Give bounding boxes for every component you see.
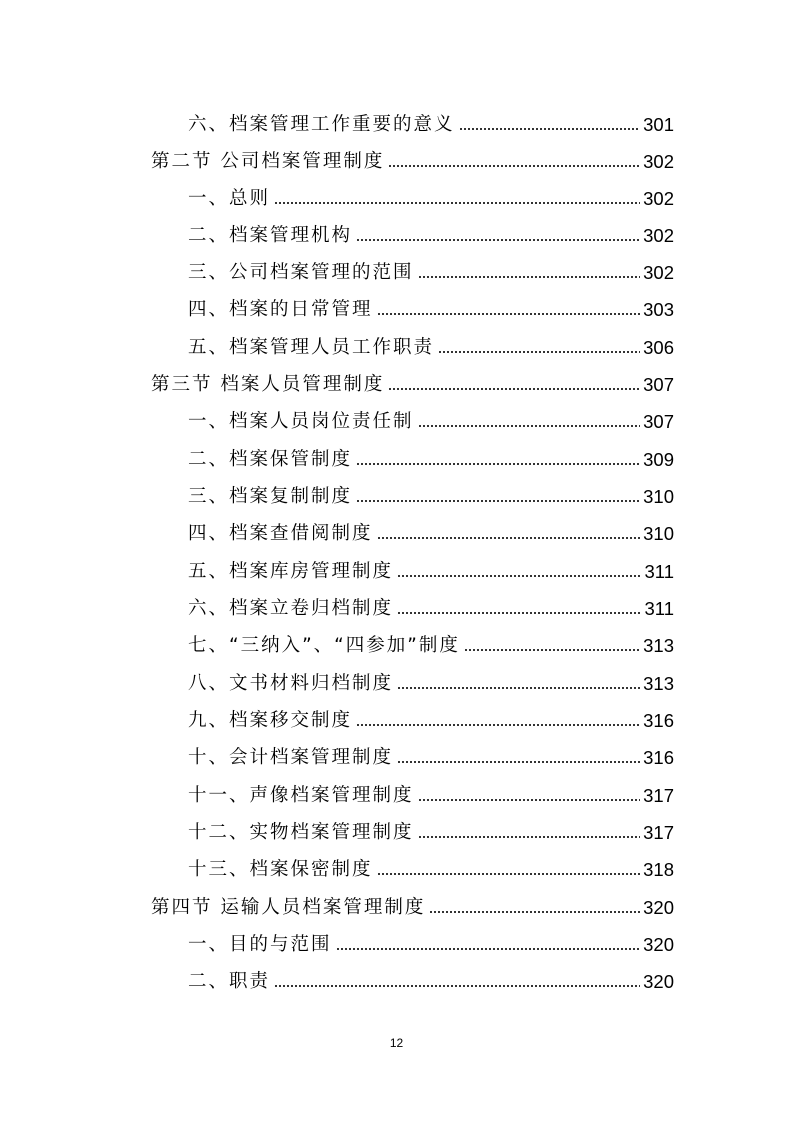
toc-entry-title: 第三节 档案人员管理制度	[151, 374, 385, 395]
toc-entry-title: 一、档案人员岗位责任制	[188, 411, 414, 432]
toc-entry-title: 六、档案立卷归档制度	[188, 598, 394, 619]
toc-entry-title: 四、档案查借阅制度	[188, 523, 373, 544]
toc-entry-page: 317	[643, 785, 674, 806]
toc-entry-page: 302	[643, 262, 674, 283]
toc-entry-page: 303	[643, 299, 674, 320]
toc-dot-leader	[397, 611, 641, 615]
toc-entry	[188, 180, 674, 210]
toc-entry-title: 三、公司档案管理的范围	[188, 262, 414, 283]
toc-dot-leader	[336, 947, 641, 951]
toc-entry-title: 八、文书材料归档制度	[188, 673, 394, 694]
toc-entry-page: 302	[643, 151, 674, 172]
toc-dot-leader	[356, 462, 640, 466]
toc-entry-title: 六、档案管理工作重要的意义	[188, 114, 455, 135]
toc-entry-page: 307	[643, 374, 674, 395]
toc-entry	[188, 627, 674, 657]
toc-dot-leader	[397, 686, 640, 690]
toc-dot-leader	[377, 312, 641, 316]
toc-entry-title: 十三、档案保密制度	[188, 859, 373, 880]
toc-entry-title: 一、目的与范围	[188, 934, 332, 955]
toc-dot-leader	[464, 648, 640, 652]
toc-entry-page: 320	[643, 971, 674, 992]
toc-entry	[188, 329, 674, 359]
toc-entry-page: 301	[643, 114, 674, 135]
toc-dot-leader	[356, 723, 640, 727]
toc-entry-page: 310	[643, 523, 674, 544]
toc-entry-title: 二、职责	[188, 971, 271, 992]
toc-dot-leader	[356, 238, 640, 242]
toc-entry-title: 七、“三纳入”、“四参加”制度	[188, 635, 460, 656]
toc-entry-title: 十、会计档案管理制度	[188, 747, 394, 768]
toc-entry-page: 302	[643, 225, 674, 246]
toc-entry-page: 302	[643, 188, 674, 209]
toc-entry-title: 四、档案的日常管理	[188, 299, 373, 320]
toc-entry	[188, 553, 674, 583]
toc-entry-page: 306	[643, 337, 674, 358]
toc-entry-page: 320	[643, 934, 674, 955]
toc-dot-leader	[356, 499, 640, 503]
toc-entry-title: 二、档案管理机构	[188, 225, 353, 246]
toc-entry	[188, 478, 674, 508]
toc-entry-page: 318	[643, 859, 674, 880]
toc-entry-page: 311	[644, 561, 674, 582]
toc-entry	[188, 777, 674, 807]
toc-entry	[188, 403, 674, 433]
toc-entry	[188, 515, 674, 545]
toc-entry	[188, 814, 674, 844]
toc-entry	[188, 702, 674, 732]
toc-entry-title: 九、档案移交制度	[188, 710, 353, 731]
toc-entry-page: 313	[643, 673, 674, 694]
toc-dot-leader	[438, 350, 640, 354]
toc-entry-page: 310	[643, 486, 674, 507]
toc-entry-page: 320	[643, 897, 674, 918]
toc-section-entry	[151, 366, 674, 396]
toc-entry	[188, 254, 674, 284]
toc-dot-leader	[388, 387, 640, 391]
toc-entry-title: 第四节 运输人员档案管理制度	[151, 897, 426, 918]
toc-dot-leader	[418, 798, 641, 802]
toc-entry-title: 一、总则	[188, 188, 271, 209]
toc-entry	[188, 291, 674, 321]
toc-section-entry	[151, 889, 674, 919]
toc-dot-leader	[418, 275, 641, 279]
toc-entry-title: 十二、实物档案管理制度	[188, 822, 414, 843]
toc-dot-leader	[418, 835, 641, 839]
toc-dot-leader	[459, 127, 641, 131]
toc-entry	[188, 739, 674, 769]
toc-entry	[188, 590, 674, 620]
toc-dot-leader	[397, 574, 641, 578]
toc-dot-leader	[418, 424, 641, 428]
toc-entry-page: 317	[643, 822, 674, 843]
toc-entry-page: 316	[643, 710, 674, 731]
toc-entry	[188, 106, 674, 136]
page-number: 12	[389, 1036, 404, 1050]
toc-dot-leader	[274, 201, 640, 205]
toc-dot-leader	[274, 984, 640, 988]
toc-entry	[188, 851, 674, 881]
toc-dot-leader	[429, 910, 640, 914]
toc-entry	[188, 665, 674, 695]
toc-entry	[188, 926, 674, 956]
toc-entry	[188, 963, 674, 993]
toc-entry-page: 309	[643, 449, 674, 470]
toc-dot-leader	[377, 536, 641, 540]
toc-entry-title: 三、档案复制制度	[188, 486, 353, 507]
toc-entry-page: 316	[643, 747, 674, 768]
toc-entry	[188, 441, 674, 471]
toc-dot-leader	[377, 872, 641, 876]
toc-dot-leader	[388, 164, 640, 168]
toc-section-entry	[151, 143, 674, 173]
toc-entry-title: 第二节 公司档案管理制度	[151, 151, 385, 172]
toc-entry-page: 307	[643, 411, 674, 432]
toc-entry-title: 十一、声像档案管理制度	[188, 785, 414, 806]
toc-entry-title: 五、档案库房管理制度	[188, 561, 394, 582]
toc-dot-leader	[397, 760, 640, 764]
toc-entry	[188, 217, 674, 247]
toc-entry-page: 311	[644, 598, 674, 619]
toc-entry-page: 313	[643, 635, 674, 656]
toc-entry-title: 五、档案管理人员工作职责	[188, 337, 435, 358]
toc-entry-title: 二、档案保管制度	[188, 449, 353, 470]
